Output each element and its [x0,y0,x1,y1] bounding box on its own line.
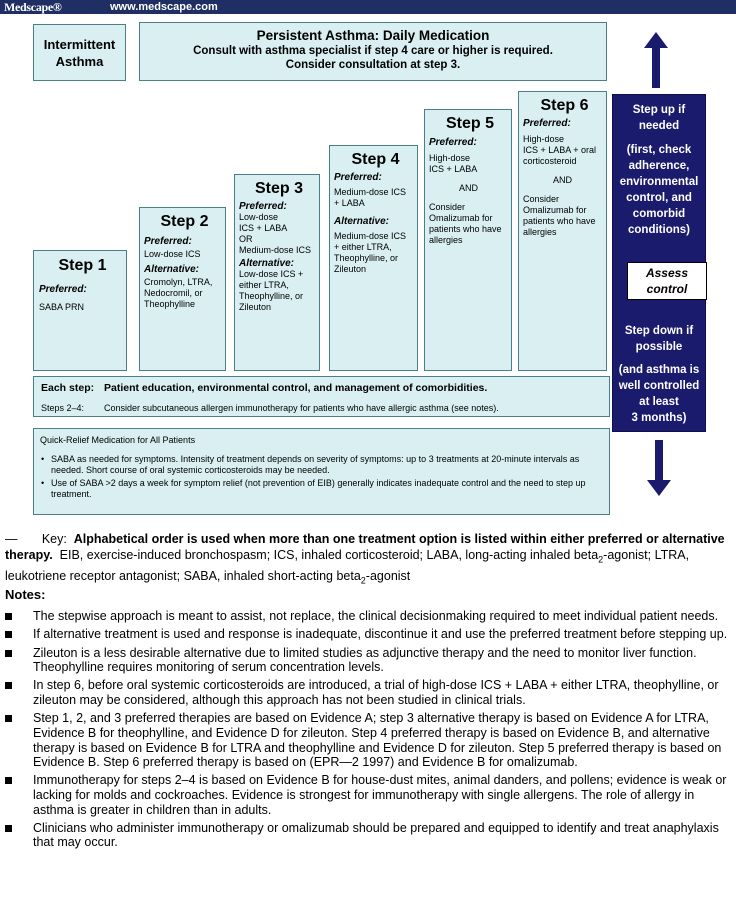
note-item [5,627,731,642]
intermittent-line2: Asthma [55,54,104,69]
step-1-preferred-label: Preferred: [39,284,87,295]
note-item [5,646,731,675]
controlled-line4: 3 months) [631,412,687,424]
assess-line2: control [646,282,688,296]
step-down-line1: Step down if [624,325,694,337]
step-5-and: AND [459,183,479,193]
step-6-consider-1: Consider [523,194,560,204]
step-4-preferred-label: Preferred: [334,172,382,183]
each-step-label: Each step: [41,382,95,394]
header-bar [0,0,736,14]
step-6-consider-3: patients who have [523,216,596,226]
note-item [5,711,731,769]
step-down-block [613,323,705,426]
step-5-consider-1: Consider [429,202,466,212]
note-text-6: Immunotherapy for steps 2–4 is based on Evidence B for house-dust mites, animal danders, and pollens; evidence is weak or lacking for molds and cockroaches. Evidence is strongest for immunotherapy with single allergens. The role of allergy in asthma is greater in children than in adults. [33,773,727,817]
up-arrow-icon [644,32,668,88]
step-6-title: Step 6 [540,97,589,114]
step-4-alt-4: Zileuton [334,264,367,274]
check-line4: control, and [626,192,692,204]
key-text-2: -agonist; LTRA, leukotriene receptor antagonist; SABA, inhaled short-acting beta [5,548,690,583]
persistent-line1: Consult with asthma specialist if step 4 care or higher is required. [193,45,553,57]
each-step-box [33,376,610,417]
square-bullet-icon [5,682,12,689]
step-5-pref-1: High-dose [429,153,471,163]
each-step-text: Patient education, environmental control, and management of comorbidities. [104,382,488,394]
step-2-alt-3: Theophylline [144,299,196,309]
step-4-alt-2: + either LTRA, [334,242,392,252]
bullet-icon: • [41,478,45,488]
step-4-pref-2: + LABA [334,198,365,208]
step-4-pref-1: Medium-dose ICS [334,187,407,197]
step-3-alt-4: Zileuton [239,302,272,312]
persistent-title: Persistent Asthma: Daily Medication [256,28,490,43]
steps-2-4-text: Consider subcutaneous allergen immunotherapy for patients who have allergic asthma (see notes). [104,403,499,413]
square-bullet-icon [5,631,12,638]
square-bullet-icon [5,650,12,657]
note-item [5,773,731,817]
square-bullet-icon [5,715,12,722]
square-bullet-icon [5,613,12,620]
check-line6: conditions) [628,224,690,236]
step-5-consider-3: patients who have [429,224,502,234]
note-item [5,821,731,850]
site-url[interactable]: www.medscape.com [110,1,218,13]
down-arrow-icon [647,440,671,496]
check-line2: adherence, [628,160,690,172]
controlled-line3: at least [639,396,679,408]
notes-heading: Notes: [5,587,46,602]
key-sub-1: 2 [598,554,604,565]
quick-relief-title: Quick-Relief Medication for All Patients [40,435,196,445]
step-2-alternative-label: Alternative: [144,264,200,275]
key-text-3: -agonist [365,568,411,583]
persistent-line2: Consider consultation at step 3. [285,59,461,71]
square-bullet-icon [5,777,12,784]
step-5-consider-2: Omalizumab for [429,213,493,223]
step-6-and: AND [553,175,573,185]
square-bullet-icon [5,825,12,832]
bullet-icon: • [41,454,45,464]
intermittent-asthma-box [33,24,126,81]
step-6-box [518,91,607,371]
step-5-preferred-label: Preferred: [429,137,477,148]
step-6-consider-2: Omalizumab for [523,205,587,215]
step-3-title: Step 3 [254,180,303,197]
quick-relief-list [40,454,601,500]
step-3-alt-3: Theophylline, or [239,291,304,301]
note-text-7: Clinicians who administer immunotherapy or omalizumab should be prepared and equipped to identify and treat anaphylaxis that may occur. [33,820,719,850]
assess-line1: Assess [645,266,689,280]
quick-relief-item [40,454,601,476]
note-item [5,609,731,624]
step-3-pref-3: OR [239,234,253,244]
note-text-5: Step 1, 2, and 3 preferred therapies are based on Evidence A; step 3 alternative therapy is based on Evidence A for LTRA, Evidence B for theophylline, and Evidence D for zileuton. Step 4 preferred therapy is based on Evidence B, and alternative therapy is based on Evidence B for LTRA and theophylline and Evidence D for zileuton. Step 5 preferred therapy is based on Evidence B. Step 6 preferred therapy is based on (EPR—2 1997) and Evidence B for omalizumab. [33,711,722,770]
step-2-alt-1: Cromolyn, LTRA, [144,277,213,287]
step-1-box [33,250,127,371]
step-6-pref-2: ICS + LABA + oral [523,145,597,155]
step-2-alt-2: Nedocromil, or [144,288,203,298]
step-3-alt-1: Low-dose ICS + [239,269,304,279]
medscape-logo[interactable]: Medscape® [4,0,62,14]
step-3-pref-4: Medium-dose ICS [239,245,312,255]
quick-relief-item [40,478,601,500]
key-label: Key: [41,532,67,546]
quick-relief-box [33,428,610,515]
step-3-preferred-label: Preferred: [239,201,287,212]
key-dash: — [5,532,18,546]
key-paragraph [5,531,733,588]
step-down-line2: possible [635,341,683,353]
check-line1: (first, check [626,144,692,156]
key-text-1: EIB, exercise-induced bronchospasm; ICS, inhaled corticosteroid; LABA, long-acting inhaled beta [59,548,599,562]
note-item [5,678,731,707]
step-2-preferred-label: Preferred: [144,236,192,247]
quick-relief-text-2: Use of SABA >2 days a week for symptom relief (not prevention of EIB) generally indicates inadequate control and the need to step up treatment. [51,478,586,499]
check-line3: environmental [619,176,699,188]
step-5-title: Step 5 [445,115,494,132]
step-4-alt-1: Medium-dose ICS [334,231,407,241]
step-3-alternative-label: Alternative: [239,258,295,269]
step-3-pref-1: Low-dose [239,212,279,222]
note-text-1: The stepwise approach is meant to assist, not replace, the clinical decisionmaking required to meet individual patient needs. [33,609,719,623]
note-text-3: Zileuton is a less desirable alternative due to limited studies as adjunctive therapy and the need to monitor liver function. Theophylline requires monitoring of serum concentration levels. [33,645,697,675]
step-5-pref-2: ICS + LABA [429,164,478,174]
step-6-pref-1: High-dose [523,134,565,144]
controlled-line1: (and asthma is [618,364,700,376]
step-up-down-panel [612,94,706,432]
step-4-box [329,145,418,371]
step-1-preferred: SABA PRN [39,302,85,312]
notes-list [5,609,731,854]
step-6-consider-4: allergies [523,227,557,237]
step-2-title: Step 2 [160,213,209,230]
step-2-box [139,207,226,371]
step-up-line1: Step up if [632,104,686,116]
step-5-consider-4: allergies [429,235,463,245]
step-3-pref-2: ICS + LABA [239,223,288,233]
quick-relief-text-1: SABA as needed for symptoms. Intensity of treatment depends on severity of symptoms: up to 3 treatments at 20-minute intervals as needed. Short course of oral systemic corticosteroids may be needed. [51,454,580,475]
step-5-box [424,109,512,371]
step-4-alternative-label: Alternative: [334,216,390,227]
step-up-line2: needed [638,120,680,132]
step-4-title: Step 4 [351,151,400,168]
step-6-pref-3: corticosteroid [523,156,577,166]
key-bold-text: Alphabetical order is used when more than one treatment option is listed within either preferred or alternative therapy. [5,532,725,562]
controlled-line2: well controlled [618,380,700,392]
assess-control-box [627,262,707,300]
step-4-alt-3: Theophylline, or [334,253,399,263]
step-6-preferred-label: Preferred: [523,118,571,129]
steps-2-4-label: Steps 2–4: [41,403,85,413]
key-sub-2: 2 [360,575,366,585]
step-1-title: Step 1 [58,257,107,274]
note-text-2: If alternative treatment is used and response is inadequate, discontinue it and use the preferred treatment before stepping up. [33,627,728,642]
check-line5: comorbid [632,208,686,220]
persistent-asthma-box [139,22,607,81]
step-3-alt-2: either LTRA, [239,280,289,290]
intermittent-line1: Intermittent [43,37,116,52]
step-3-box [234,174,320,371]
step-2-preferred: Low-dose ICS [144,249,201,259]
note-text-4: In step 6, before oral systemic corticosteroids are introduced, a trial of high-dose ICS + LABA + either LTRA, theophylline, or zileuton may be considered, although this approach has not been studied in clinical trials. [33,678,719,708]
